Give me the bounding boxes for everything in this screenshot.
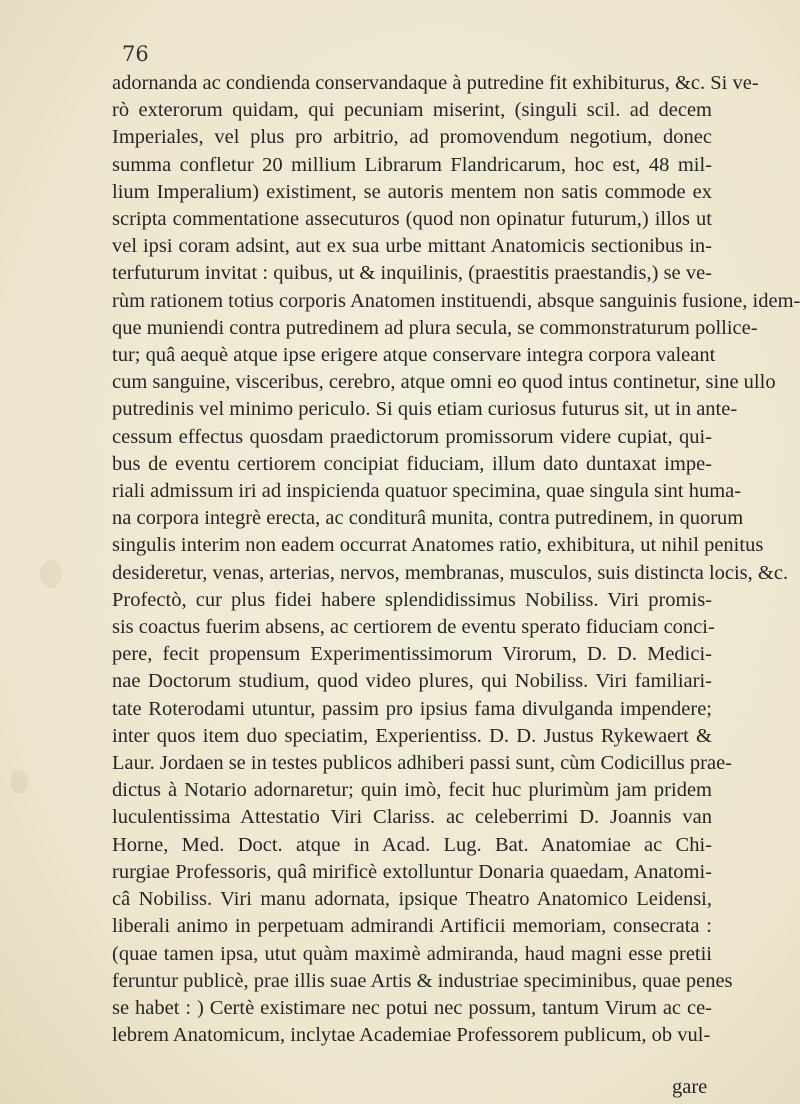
body-text (112, 70, 800, 1049)
text-line: liberali animo in perpetuam admirandi Artificii memoriam, consecrata : (112, 915, 712, 938)
text-line: rùm rationem totius corporis Anatomen instituendi, absque sanguinis fusione, idem- (112, 289, 800, 312)
text-line: se habet : ) Certè existimare nec potui nec possum, tantum Virum ac ce- (112, 996, 712, 1019)
text-line: riali admissum iri ad inspicienda quatuor specimina, quae singula sint huma- (112, 480, 742, 503)
text-line: luculentissima Attestatio Viri Clariss. ac celeberrimi D. Joannis van (112, 806, 712, 829)
text-line: na corpora integrè erecta, ac conditurâ munita, contra putredinem, in quorum (112, 507, 744, 530)
text-line: summa confletur 20 millium Librarum Flandricarum, hoc est, 48 mil- (112, 153, 712, 176)
text-line: scripta commentatione assecuturos (quod non opinatur futurum,) illos ut (112, 208, 712, 231)
text-line: desideretur, venas, arterias, nervos, membranas, musculos, suis distincta locis, &c. (112, 561, 789, 584)
text-line: feruntur publicè, prae illis suae Artis & industriae speciminibus, quae penes (112, 969, 733, 992)
text-line: sis coactus fuerim absens, ac certiorem de eventu sperato fiduciam conci- (112, 616, 715, 639)
text-line: bus de eventu certiorem concipiat fiduciam, illum dato duntaxat impe- (112, 452, 712, 475)
text-line: (quae tamen ipsa, utut quàm maximè admiranda, haud magni esse pretii (112, 942, 712, 965)
text-line: tur; quâ aequè atque ipse erigere atque conservare integra corpora valeant (112, 344, 716, 367)
text-line: câ Nobiliss. Viri manu adornata, ipsique Theatro Anatomico Leidensi, (112, 888, 712, 911)
text-line: rò exterorum quidam, qui pecuniam miserint, (singuli scil. ad decem (112, 99, 712, 122)
text-line: vel ipsi coram adsint, aut ex sua urbe mittant Anatomicis sectionibus in- (112, 235, 712, 258)
text-line: cum sanguine, visceribus, cerebro, atque omni eo quod intus continetur, sine ullo (112, 371, 776, 394)
text-line: inter quos item duo speciatim, Experientiss. D. D. Justus Rykewaert & (112, 724, 712, 747)
page-number: 76 (122, 42, 149, 66)
text-line: putredinis vel minimo periculo. Si quis etiam curiosus futurus sit, ut in ante- (112, 398, 738, 421)
text-line: dictus à Notario adornaretur; quin imò, fecit huc plurimùm jam pridem (112, 779, 712, 802)
text-line: adornanda ac condienda conservandaque à putredine fit exhibiturus, &c. Si ve- (112, 72, 759, 94)
text-line: lebrem Anatomicum, inclytae Academiae Professorem publicum, ob vul- (112, 1024, 711, 1047)
text-line: cessum effectus quosdam praedictorum promissorum videre cupiat, qui- (112, 425, 712, 448)
text-line: lium Imperalium) existiment, se autoris mentem non satis commode ex (112, 180, 712, 203)
page-stain (10, 770, 28, 794)
catchword: gare (672, 1076, 708, 1098)
text-line: que muniendi contra putredinem ad plura secula, se commonstraturum pollice- (112, 316, 758, 339)
text-line: pere, fecit propensum Experimentissimorum Virorum, D. D. Medici- (112, 643, 712, 666)
text-line: Imperiales, vel plus pro arbitrio, ad promovendum negotium, donec (112, 126, 712, 149)
text-line: nae Doctorum studium, quod video plures, qui Nobiliss. Viri familiari- (112, 670, 712, 693)
text-line: rurgiae Professoris, quâ mirificè extolluntur Donaria quaedam, Anatomi- (112, 860, 712, 883)
text-line: tate Roterodami utuntur, passim pro ipsius fama divulganda impendere; (112, 697, 712, 720)
page-stain (40, 560, 62, 588)
text-line: Profectò, cur plus fidei habere splendidissimus Nobiliss. Viri promis- (112, 588, 712, 611)
text-line: terfuturum invitat : quibus, ut & inquilinis, (praestitis praestandis,) se ve- (112, 262, 712, 285)
text-line: Horne, Med. Doct. atque in Acad. Lug. Bat. Anatomiae ac Chi- (112, 833, 712, 856)
text-line: Laur. Jordaen se in testes publicos adhiberi passi sunt, cùm Codicillus prae- (112, 752, 732, 775)
text-line: singulis interim non eadem occurrat Anatomes ratio, exhibitura, ut nihil penitus (112, 534, 764, 557)
